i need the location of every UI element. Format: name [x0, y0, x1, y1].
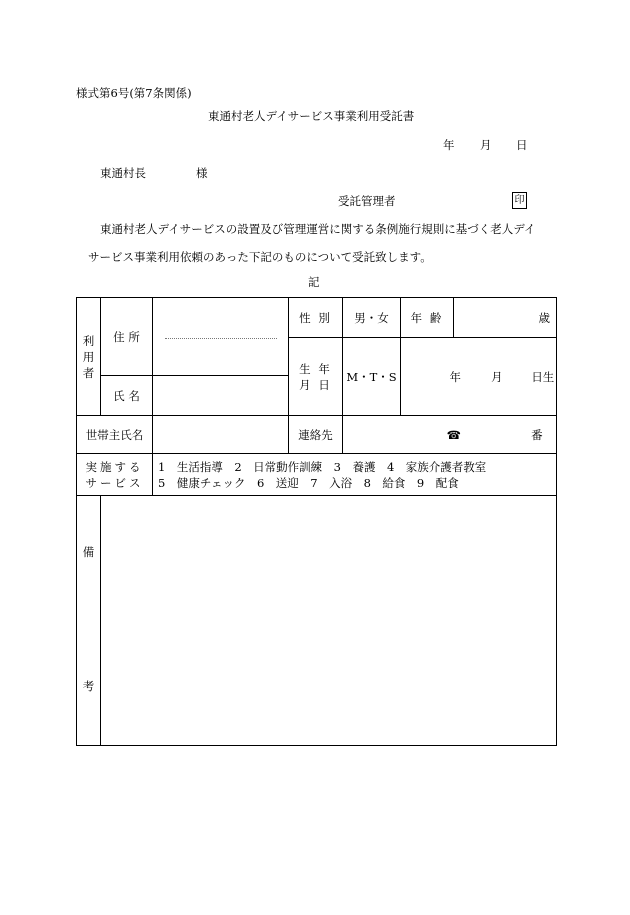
address-field[interactable] [153, 298, 289, 376]
document-title: 東通村老人デイサービス事業利用受託書 [208, 109, 415, 123]
remarks-label: 備 考 [77, 496, 101, 746]
addressee: 東通村長 [100, 166, 146, 180]
user-label: 利 用 者 [77, 298, 101, 416]
application-table [76, 297, 557, 746]
gender-label: 性 別 [289, 298, 343, 338]
ki-label: 記 [308, 275, 320, 289]
householder-label: 世帯主氏名 [77, 416, 153, 454]
remarks-field[interactable] [101, 496, 557, 746]
date-day-label: 日 [516, 138, 528, 152]
service-label: 実施する サービス [77, 454, 153, 496]
age-label: 年 齢 [401, 298, 454, 338]
date-month-label: 月 [480, 138, 492, 152]
contact-field[interactable] [343, 416, 557, 454]
body-line-2: サービス事業利用依頼のあった下記のものについて受託致します。 [88, 250, 432, 264]
addressee-suffix: 様 [196, 166, 208, 180]
service-list [153, 454, 557, 496]
date-year-label: 年 [443, 138, 455, 152]
address-dotted-line [165, 337, 277, 339]
name-field[interactable] [153, 376, 289, 416]
body-line-1: 東通村老人デイサービスの設置及び管理運営に関する条例施行規則に基づく老人デイ [100, 222, 536, 236]
seal-mark: 印 [512, 192, 527, 209]
service-line-1: 1 生活指導 2 日常動作訓練 3 養護 4 家族介護者教室 [158, 459, 487, 474]
gender-value[interactable]: 男・女 [343, 298, 401, 338]
householder-field[interactable] [153, 416, 289, 454]
name-label: 氏 名 [101, 376, 153, 416]
seal-icon [512, 192, 527, 209]
address-label: 住 所 [101, 298, 153, 376]
service-line-2: 5 健康チェック 6 送迎 7 入浴 8 給食 9 配食 [158, 475, 459, 490]
birthdate-label: 生 年 月 日 [289, 338, 343, 416]
age-unit: 歳 [538, 310, 550, 325]
age-field[interactable] [454, 298, 557, 338]
form-number: 様式第6号(第7条関係) [76, 86, 192, 100]
birth-year: 年 [449, 369, 461, 384]
era-value[interactable]: M・T・S [343, 338, 401, 416]
birthdate-field[interactable] [401, 338, 557, 416]
contact-label: 連絡先 [289, 416, 343, 454]
birth-month: 月 [491, 369, 503, 384]
phone-suffix: 番 [531, 427, 543, 442]
birth-day: 日生 [531, 369, 555, 384]
phone-icon: ☎ [446, 427, 461, 442]
manager-label: 受託管理者 [338, 194, 396, 208]
